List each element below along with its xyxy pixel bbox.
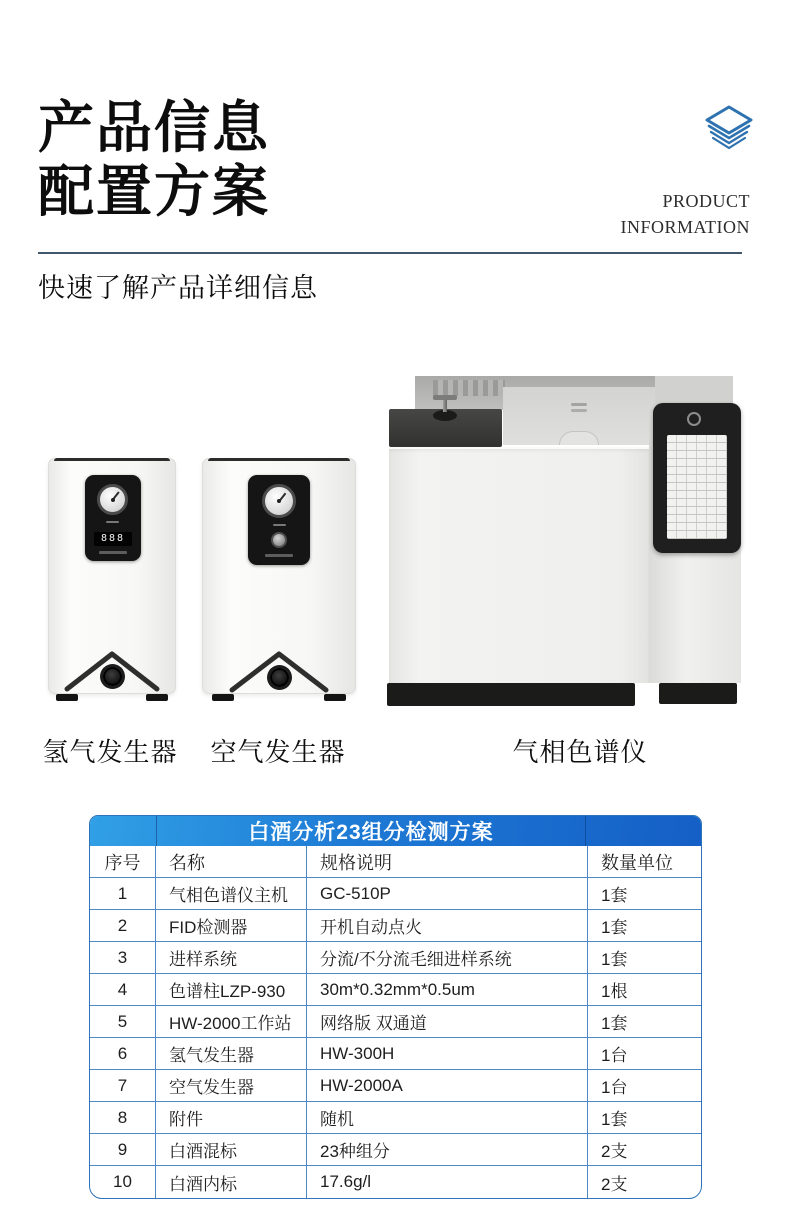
table-header-row: [90, 846, 701, 878]
table-cell-qty: 2支: [601, 1174, 628, 1194]
table-cell-spec: 17.6g/l: [307, 1166, 588, 1198]
table-cell-name: 色谱柱LZP-930: [156, 974, 307, 1005]
control-panel: [653, 403, 741, 553]
gas-chromatograph-image: [387, 373, 742, 706]
generator-foot: [146, 694, 168, 701]
generator-top-edge: [208, 458, 350, 461]
gauge-caption-mark: [106, 521, 119, 523]
table-cell-index: 10: [90, 1166, 156, 1198]
table-cell-spec: HW-300H: [307, 1038, 588, 1069]
product-label-hydrogen-generator: 氢气发生器: [42, 737, 178, 767]
gauge-center: [111, 498, 115, 502]
table-cell-qty: 1套: [601, 886, 628, 905]
injector-cover: [389, 409, 502, 447]
tagline: 快速了解产品详细信息: [38, 273, 318, 303]
table-row: [90, 974, 701, 1006]
table-row: [90, 1102, 701, 1134]
gauge-caption-mark: [273, 524, 286, 526]
table-cell-qty: 1套: [601, 1014, 628, 1033]
table-row: [90, 910, 701, 942]
page-title-line-2: 配置方案: [38, 160, 270, 223]
table-title: 白酒分析23组分检测方案: [156, 816, 586, 846]
table-cell-index: 6: [90, 1038, 156, 1069]
table-cell-qty: 1台: [601, 1046, 628, 1065]
table-row: [90, 1070, 701, 1102]
table-cell-index: 7: [90, 1070, 156, 1101]
table-cell-qty: 1套: [601, 918, 628, 937]
oven-door: [389, 447, 649, 683]
spec-table: [89, 815, 702, 1199]
product-information-line-2: INFORMATION: [620, 217, 750, 237]
table-cell-name: 附件: [156, 1102, 307, 1133]
pressure-gauge-icon: [262, 484, 296, 518]
pressure-gauge-icon: [97, 484, 128, 515]
table-row: [90, 1166, 701, 1198]
air-generator-image: [202, 458, 356, 701]
vent-grille: [433, 380, 505, 396]
adjust-knob-icon: [271, 532, 287, 548]
table-cell-spec: 开机自动点火: [307, 910, 588, 941]
machine-base-right: [659, 683, 737, 704]
column-header-qty: 数量单位: [601, 852, 673, 873]
table-cell-name: 氢气发生器: [156, 1038, 307, 1069]
display-caption-mark: [99, 551, 127, 554]
column-header-spec: 规格说明: [307, 846, 588, 877]
table-body: [90, 878, 701, 1198]
gauge-center: [277, 499, 281, 503]
column-header-name: 名称: [156, 846, 307, 877]
generator-foot: [324, 694, 346, 701]
machine-top-lid: [503, 387, 655, 445]
table-row: [90, 1006, 701, 1038]
table-row: [90, 1038, 701, 1070]
table-cell-name: 进样系统: [156, 942, 307, 973]
product-label-gas-chromatograph: 气相色谱仪: [512, 737, 648, 767]
table-cell-index: 2: [90, 910, 156, 941]
table-cell-spec: GC-510P: [307, 878, 588, 909]
table-row: [90, 1134, 701, 1166]
table-cell-index: 9: [90, 1134, 156, 1165]
hydrogen-generator-image: [48, 458, 176, 701]
section-divider: [38, 252, 742, 254]
table-title-bar: [90, 816, 701, 846]
table-cell-index: 1: [90, 878, 156, 909]
power-button-icon: [270, 668, 289, 687]
column-header-index: 序号: [90, 846, 156, 877]
product-label-air-generator: 空气发生器: [210, 737, 346, 767]
machine-base: [387, 683, 635, 706]
table-cell-spec: 23种组分: [307, 1134, 588, 1165]
table-cell-spec: 网络版 双通道: [307, 1006, 588, 1037]
lid-vent-mark: [571, 403, 587, 406]
table-cell-name: 气相色谱仪主机: [156, 878, 307, 909]
table-cell-name: 空气发生器: [156, 1070, 307, 1101]
table-cell-spec: HW-2000A: [307, 1070, 588, 1101]
layers-icon: [702, 104, 756, 154]
table-cell-name: 白酒混标: [156, 1134, 307, 1165]
table-cell-name: FID检测器: [156, 910, 307, 941]
table-cell-qty: 1套: [601, 1110, 628, 1129]
table-cell-spec: 分流/不分流毛细进样系统: [307, 942, 588, 973]
table-cell-qty: 1套: [601, 950, 628, 969]
table-cell-index: 8: [90, 1102, 156, 1133]
lid-notch: [559, 431, 599, 445]
page-title: [38, 96, 270, 224]
table-cell-qty: 2支: [601, 1142, 628, 1161]
generator-foot: [56, 694, 78, 701]
power-button-icon: [103, 667, 122, 686]
table-row: [90, 878, 701, 910]
table-title-spacer: [586, 816, 701, 846]
table-row: [90, 942, 701, 974]
table-cell-spec: 30m*0.32mm*0.5um: [307, 974, 588, 1005]
table-cell-name: HW-2000工作站: [156, 1006, 307, 1037]
panel-caption-mark: [265, 554, 293, 557]
table-cell-index: 5: [90, 1006, 156, 1037]
product-information-label: [480, 188, 750, 240]
product-information-line-1: PRODUCT: [662, 191, 750, 211]
table-cell-spec: 随机: [307, 1102, 588, 1133]
table-title-spacer: [90, 816, 156, 846]
lid-vent-mark: [571, 409, 587, 412]
table-cell-qty: 1根: [601, 982, 628, 1001]
generator-foot: [212, 694, 234, 701]
injector-knob-stem: [443, 399, 447, 412]
generator-top-edge: [54, 458, 170, 461]
brand-badge-icon: [687, 412, 701, 426]
keypad: [667, 435, 727, 539]
table-cell-qty: 1台: [601, 1078, 628, 1097]
table-cell-name: 白酒内标: [156, 1166, 307, 1198]
control-panel: [85, 475, 141, 561]
table-cell-index: 4: [90, 974, 156, 1005]
page-title-line-1: 产品信息: [38, 96, 270, 159]
injector-knob-handle: [433, 395, 457, 400]
control-panel: [248, 475, 310, 565]
pressure-display: 888: [94, 532, 132, 546]
table-cell-index: 3: [90, 942, 156, 973]
